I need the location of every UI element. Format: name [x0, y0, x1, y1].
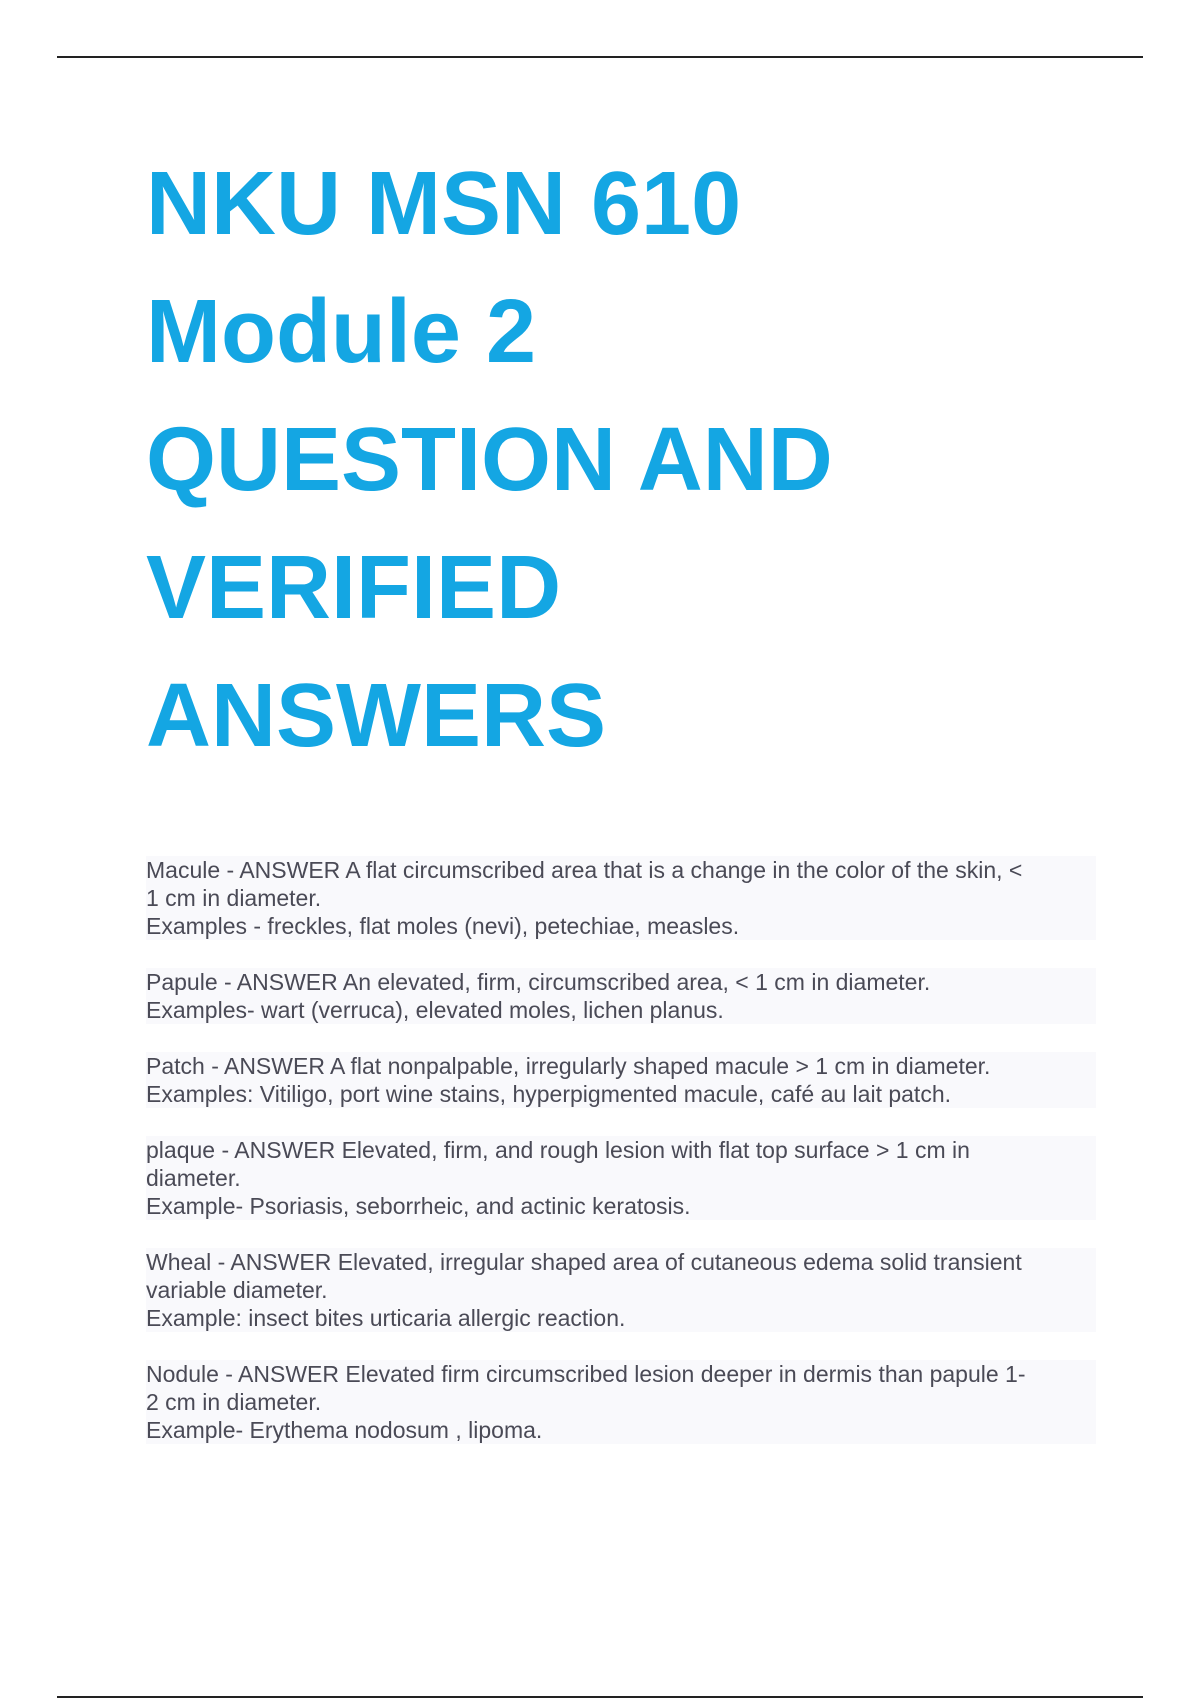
title-line: QUESTION AND — [146, 410, 833, 510]
entry-text — [146, 968, 1096, 1024]
entry-line: Examples: Vitiligo, port wine stains, hyperpigmented macule, café au lait patch. — [146, 1081, 951, 1107]
title-line: VERIFIED — [146, 538, 562, 638]
entry-text — [146, 1052, 1096, 1108]
entry-line: Papule - ANSWER An elevated, firm, circumscribed area, < 1 cm in diameter. — [146, 969, 931, 995]
qa-entries — [146, 856, 1096, 1472]
entry-line: Patch - ANSWER A flat nonpalpable, irregularly shaped macule > 1 cm in diameter. — [146, 1053, 991, 1079]
entry-line: Example- Psoriasis, seborrheic, and actinic keratosis. — [146, 1193, 691, 1219]
entry-line: Example- Erythema nodosum , lipoma. — [146, 1417, 543, 1443]
entry-line: Macule - ANSWER A flat circumscribed area that is a change in the color of the skin, < — [146, 857, 1023, 883]
entry-line: Examples - freckles, flat moles (nevi), petechiae, measles. — [146, 913, 740, 939]
entry-line: 1 cm in diameter. — [146, 885, 322, 911]
entry-text — [146, 1136, 1096, 1220]
entry-line: plaque - ANSWER Elevated, firm, and rough lesion with flat top surface > 1 cm in — [146, 1137, 970, 1163]
entry-line: variable diameter. — [146, 1277, 328, 1303]
qa-entry-macule — [146, 856, 1096, 940]
qa-entry-plaque — [146, 1136, 1096, 1220]
qa-entry-nodule — [146, 1360, 1096, 1444]
entry-text — [146, 1360, 1096, 1444]
entry-text — [146, 1248, 1096, 1332]
entry-line: Wheal - ANSWER Elevated, irregular shaped area of cutaneous edema solid transient — [146, 1249, 1022, 1275]
bottom-rule — [57, 1696, 1143, 1698]
entry-line: 2 cm in diameter. — [146, 1389, 322, 1415]
entry-line: diameter. — [146, 1165, 241, 1191]
top-rule — [57, 56, 1143, 58]
entry-text — [146, 856, 1096, 940]
title-line: ANSWERS — [146, 666, 607, 766]
title-line: Module 2 — [146, 282, 537, 382]
qa-entry-papule — [146, 968, 1096, 1024]
entry-line: Examples- wart (verruca), elevated moles, lichen planus. — [146, 997, 724, 1023]
title-line: NKU MSN 610 — [146, 154, 742, 254]
document-title — [146, 140, 1106, 780]
entry-line: Nodule - ANSWER Elevated firm circumscribed lesion deeper in dermis than papule 1- — [146, 1361, 1026, 1387]
qa-entry-wheal — [146, 1248, 1096, 1332]
entry-line: Example: insect bites urticaria allergic reaction. — [146, 1305, 626, 1331]
qa-entry-patch — [146, 1052, 1096, 1108]
